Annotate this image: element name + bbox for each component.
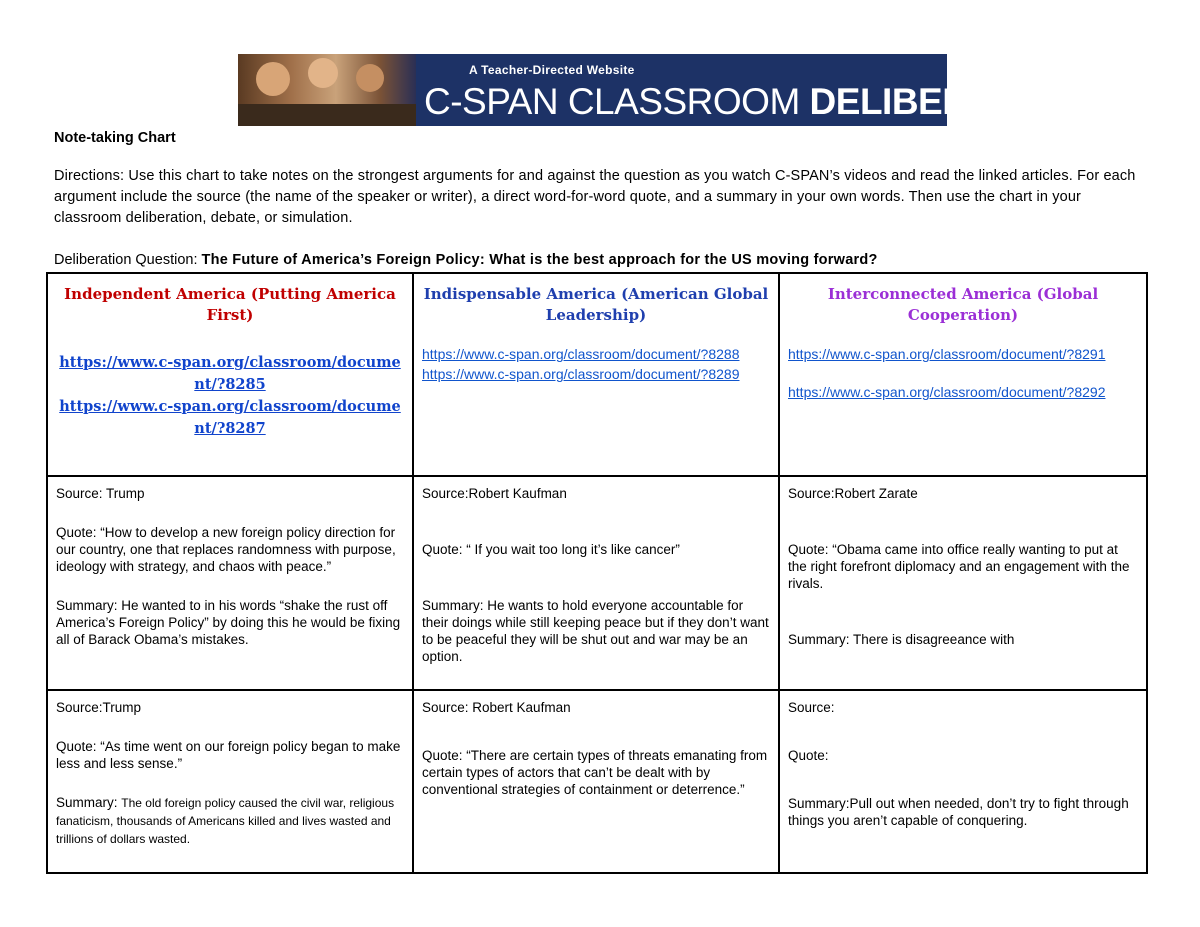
note-cell[interactable] [413,476,779,690]
quote-field: Quote: “Obama came into office really wanting to put at the right forefront diplomacy and an engagement with the rivals. [788,542,1130,591]
link-8291[interactable]: https://www.c-span.org/classroom/document/?8291 [788,346,1106,362]
source-field: Source: Robert Kaufman [422,700,571,715]
note-cell[interactable] [413,690,779,873]
summary-field: Summary:Pull out when needed, don’t try to fight through things you aren’t capable of conquering. [788,796,1129,828]
heading-interconnected: Interconnected America (Global Cooperation) [827,285,1099,324]
deliberation-question: Deliberation Question: The Future of America’s Foreign Policy: What is the best approach for the US moving forward? [54,252,878,268]
link-8285[interactable]: https://www.c-span.org/classroom/document/?8285 [59,354,401,393]
page-title: Note-taking Chart [54,130,176,146]
summary-field: Summary: He wanted to in his words “shake the rust off America’s Foreign Policy” by doing this he would be fixing all of Barack Obama’s mistakes. [56,598,401,647]
column-header-independent [47,273,413,476]
quote-field: Quote: “ If you wait too long it’s like cancer” [422,542,680,557]
note-cell[interactable] [47,690,413,873]
link-8287[interactable]: https://www.c-span.org/classroom/document/?8287 [59,398,401,437]
cspan-banner [238,54,1103,126]
note-cell[interactable] [779,690,1147,873]
summary-field: Summary: There is disagreeance with [788,632,1015,647]
quote-field: Quote: [788,748,829,763]
quote-field: Quote: “There are certain types of threats emanating from certain types of actors that can’t be dealt with by conventional strategies of containment or deterrence.” [422,748,768,797]
source-field: Source:Robert Kaufman [422,486,567,501]
note-cell[interactable] [47,476,413,690]
source-field: Source:Robert Zarate [788,486,918,501]
students-photo [238,54,416,126]
source-field: Source:Trump [56,700,142,715]
banner-tagline: A Teacher-Directed Website [469,63,635,77]
note-taking-chart [46,272,1148,874]
source-field: Source: [788,700,835,715]
directions-text: Directions: Use this chart to take notes on the strongest arguments for and against the question as you watch C-SPAN’s videos and read the linked articles. For each argument include the source (the name of the speaker or writer), a direct word-for-word quote, and a summary in your own words. Then use the chart in your classroom deliberation, debate, or simulation. [54,168,1136,226]
link-8289[interactable]: https://www.c-span.org/classroom/document/?8289 [422,366,740,382]
heading-independent: Independent America (Putting America First) [64,285,396,324]
quote-field: Quote: “How to develop a new foreign policy direction for our country, one that replaces randomness with purpose, ideology with strategy, and chaos with peace.” [56,525,396,574]
summary-field: Summary: He wants to hold everyone accountable for their doings while still keeping peace but if they don’t want to be peaceful they will be shut out and war may be an option. [422,598,769,664]
link-8292[interactable]: https://www.c-span.org/classroom/document/?8292 [788,384,1106,400]
column-header-interconnected [779,273,1147,476]
banner-title: C-SPAN CLASSROOM DELIBERATIONS [424,81,1103,122]
heading-indispensable: Indispensable America (American Global Leadership) [423,285,769,324]
column-header-indispensable [413,273,779,476]
quote-field: Quote: “As time went on our foreign policy began to make less and less sense.” [56,739,401,771]
summary-field: Summary: The old foreign policy caused the civil war, religious fanaticism, thousands of Americans killed and lives wasted and trillions of dollars wasted. [56,795,395,846]
source-field: Source: Trump [56,486,145,501]
note-cell[interactable] [779,476,1147,690]
question-text: The Future of America’s Foreign Policy: What is the best approach for the US moving forward? [201,252,878,268]
link-8288[interactable]: https://www.c-span.org/classroom/document/?8288 [422,346,740,362]
